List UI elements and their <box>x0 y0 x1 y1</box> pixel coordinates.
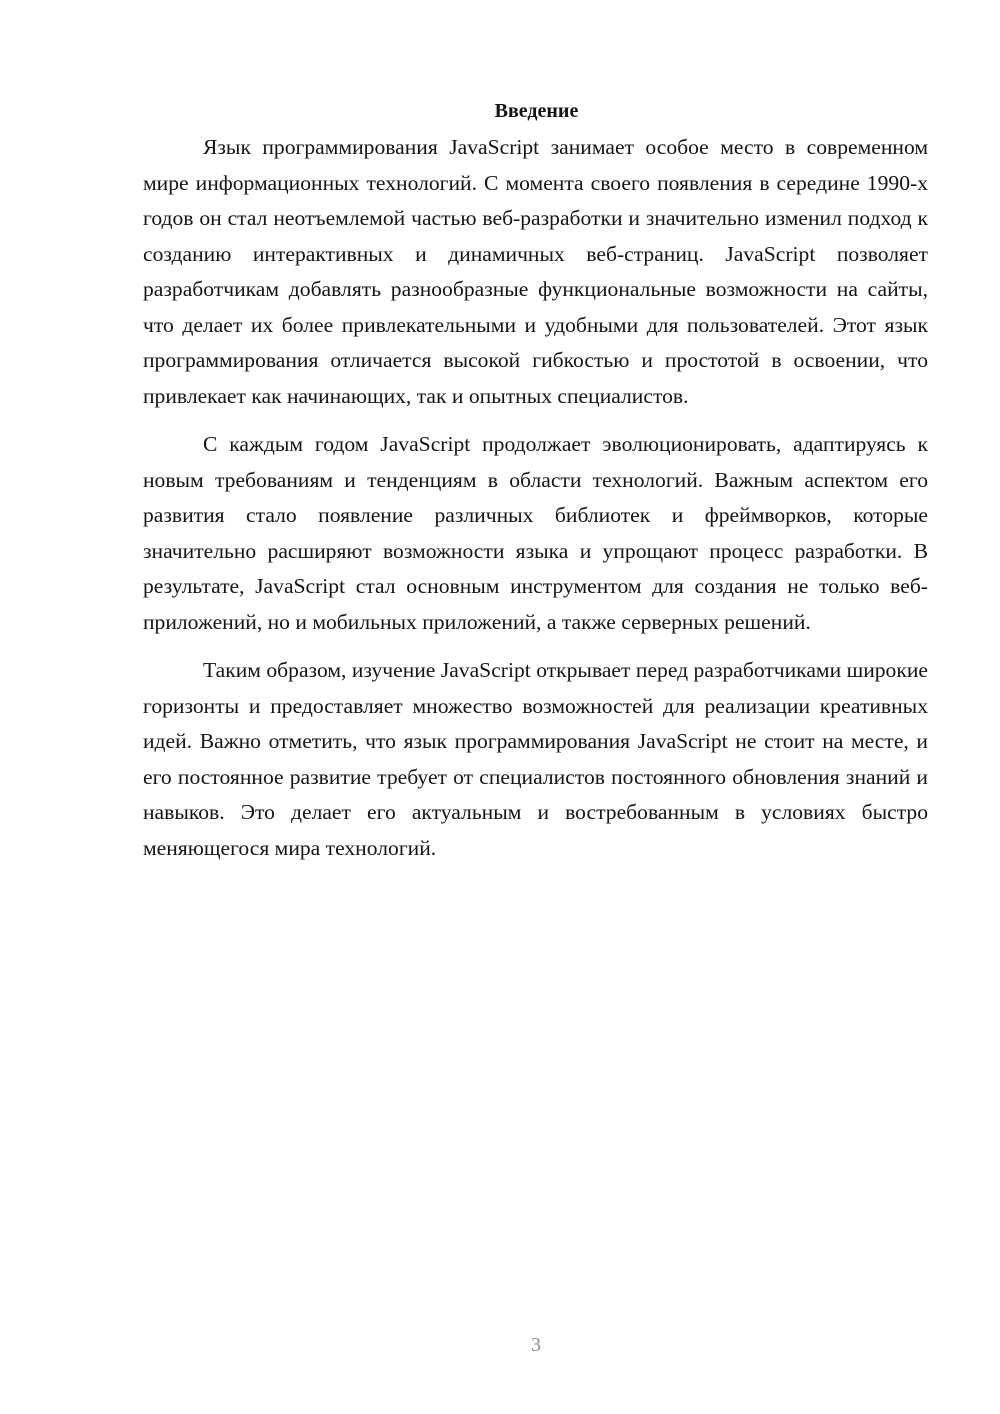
paragraph-2: С каждым годом JavaScript продолжает эволюционировать, адаптируясь к новым требованиям и тенденциям в области технологий. Важным аспектом его развития стало появление различных библиотек и фреймворков, которые значительно расширяют возможности языка и упрощают процесс разработки. В результате, JavaScript стал основным инструментом для создания не только веб-приложений, но и мобильных приложений, а также серверных решений. <box>143 432 928 634</box>
page-content <box>143 92 928 866</box>
section-title: Введение <box>494 100 579 122</box>
paragraph-3: Таким образом, изучение JavaScript открывает перед разработчиками широкие горизонты и предоставляет множество возможностей для реализации креативных идей. Важно отметить, что язык программирования JavaScript не стоит на месте, и его постоянное развитие требует от специалистов постоянного обновления знаний и навыков. Это делает его актуальным и востребованным в условиях быстро меняющегося мира технологий. <box>143 658 928 860</box>
paragraph-1: Язык программирования JavaScript занимает особое место в современном мире информационных технологий. С момента своего появления в середине 1990-х годов он стал неотъемлемой частью веб-разработки и значительно изменил подход к созданию интерактивных и динамичных веб-страниц. JavaScript позволяет разработчикам добавлять разнообразные функциональные возможности на сайты, что делает их более привлекательными и удобными для пользователей. Этот язык программирования отличается высокой гибкостью и простотой в освоении, что привлекает как начинающих, так и опытных специалистов. <box>143 135 928 408</box>
page-number: 3 <box>531 1334 541 1356</box>
